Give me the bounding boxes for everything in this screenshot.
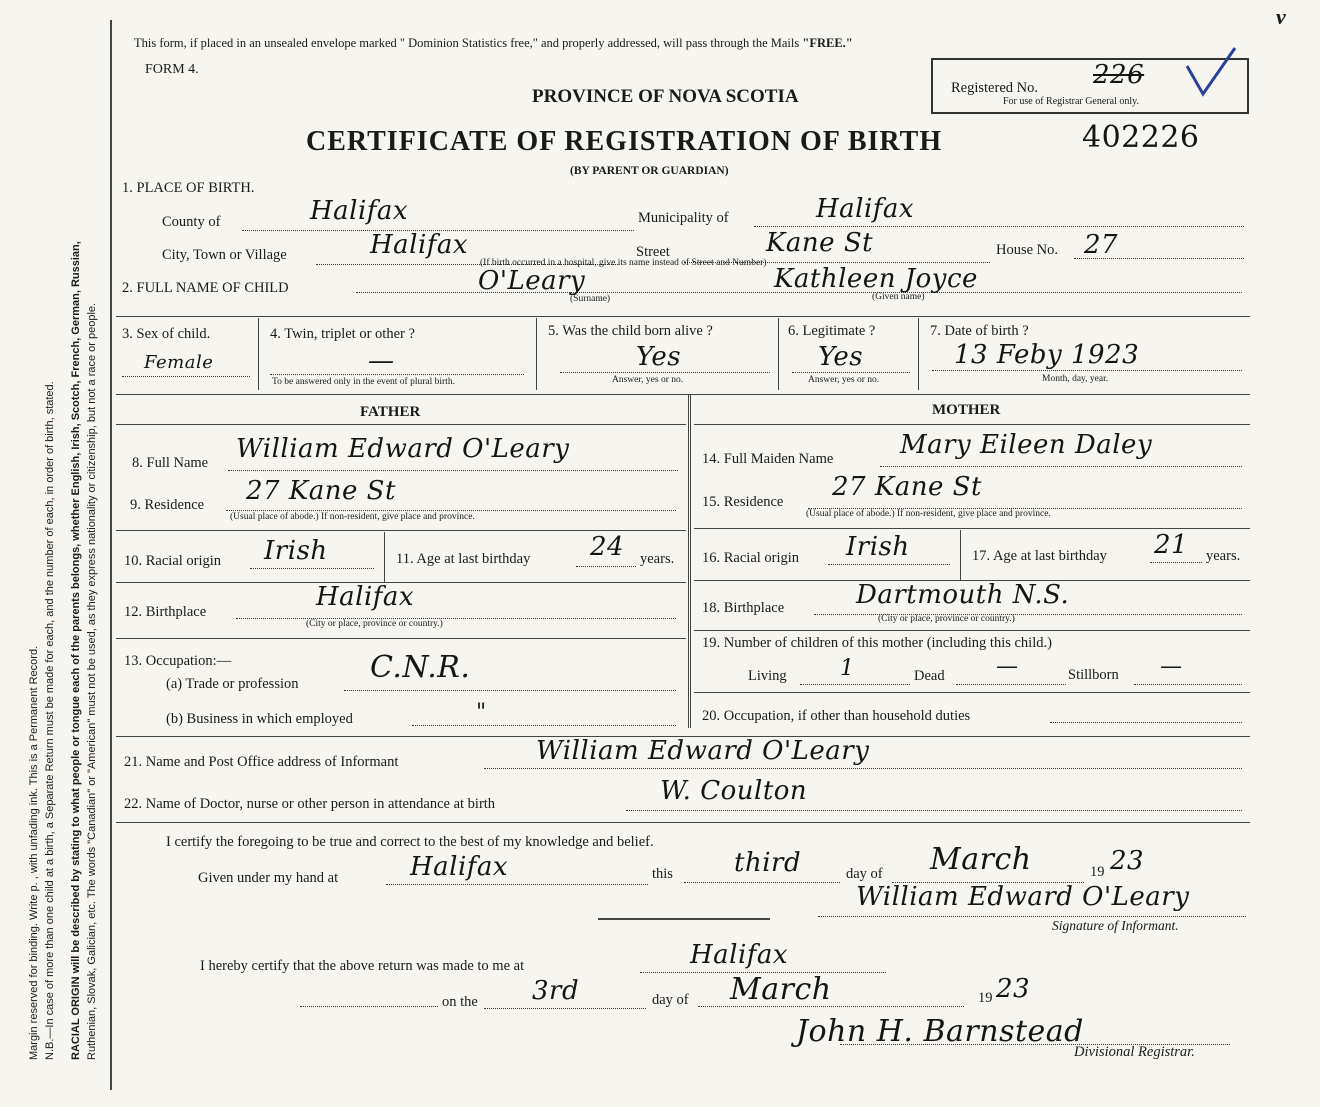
province-title: PROVINCE OF NOVA SCOTIA [532,86,799,107]
mother-residence-note: (Usual place of abode.) If non-resident, give place and province. [806,509,1051,519]
registrar-place-value[interactable]: Halifax [690,940,789,970]
mother-age-label: 17. Age at last birthday [972,548,1107,564]
father-birthplace-line [236,618,676,619]
given-caption: (Given name) [872,292,925,302]
registered-box [931,58,1249,114]
divider-4-5 [536,318,537,390]
mother-name-value[interactable]: Mary Eileen Daley [900,430,1153,460]
registered-value: 226 [1093,60,1145,90]
parents-divider [688,394,691,728]
child-given-name[interactable]: Kathleen Joyce [774,264,978,294]
surname-caption: (Surname) [570,294,611,304]
father-residence-line [226,510,676,511]
dob-line [932,370,1242,371]
certificate-number: 402226 [1082,120,1200,155]
father-age-line [576,566,636,567]
this-label: this [652,866,673,882]
street-label: Street [636,244,670,260]
alive-label: 5. Was the child born alive ? [548,323,713,339]
informant-label: 21. Name and Post Office address of Informant [124,754,399,770]
mother-race-divider [960,530,961,580]
mother-race-line [828,564,950,565]
municipality-line [754,226,1244,227]
dob-value[interactable]: 13 Feby 1923 [954,340,1140,370]
doctor-value[interactable]: W. Coulton [660,776,808,806]
child-surname[interactable]: O'Leary [478,266,586,296]
living-label: Living [748,668,787,684]
informant-value[interactable]: William Edward O'Leary [536,736,870,766]
on-the-line [484,1008,646,1009]
day-of-label-2: day of [652,992,689,1008]
street-value[interactable]: Kane St [766,228,874,258]
mother-birthplace-label: 18. Birthplace [702,600,785,616]
mother-name-label: 14. Full Maiden Name [702,451,834,467]
on-the-value[interactable]: 3rd [532,976,580,1006]
month-value[interactable]: March [930,842,1032,877]
certificate-title: CERTIFICATE OF REGISTRATION OF BIRTH [306,126,943,157]
father-residence-label: 9. Residence [130,497,205,513]
legitimate-note: Answer, yes or no. [808,375,880,385]
year-prefix: 19 [1090,864,1105,880]
mother-name-line [880,466,1242,467]
mother-row-line-1 [694,528,1250,529]
stillborn-value[interactable]: — [1160,654,1183,679]
given-under-label: Given under my hand at [198,870,339,886]
twin-value[interactable]: — [368,346,395,376]
mother-row-line-4 [694,692,1250,693]
house-value[interactable]: 27 [1084,230,1119,260]
certificate-subtitle: (BY PARENT OR GUARDIAN) [570,165,729,177]
divider-5-6 [778,318,779,390]
form-number: FORM 4. [145,62,199,77]
stillborn-line [1134,684,1242,685]
twin-label: 4. Twin, triplet or other ? [270,326,415,342]
mother-heading: MOTHER [932,402,1001,418]
mother-age-value[interactable]: 21 [1154,530,1189,560]
mother-age-line [1150,562,1202,563]
margin-note-binding: Margin reserved for binding. Write p. , with unfading ink. This is a Permanent Record. [28,645,40,1060]
margin-note-multiple-births: N.B.—In case of more than one child at a birth, a Separate Return must be made for each, and the number of each, in order of birth, stated. [44,381,56,1060]
father-name-label: 8. Full Name [132,455,209,471]
margin-divider [110,20,112,1090]
father-trade-value[interactable]: C.N.R. [370,650,471,685]
father-birthplace-value[interactable]: Halifax [316,582,415,612]
father-race-label: 10. Racial origin [124,553,222,569]
mother-race-value[interactable]: Irish [846,532,910,562]
father-business-label: (b) Business in which employed [166,711,353,727]
dob-label: 7. Date of birth ? [930,323,1029,339]
city-value[interactable]: Halifax [370,230,469,260]
father-name-value[interactable]: William Edward O'Leary [236,434,570,464]
dead-line [956,684,1066,685]
informant-bottom-line [116,822,1250,823]
given-place-line [386,884,648,885]
municipality-label: Municipality of [638,210,729,226]
mother-birthplace-note: (City or place, province or country.) [878,614,1015,624]
divider-3-4 [258,318,259,390]
father-age-label: 11. Age at last birthday [396,551,531,567]
father-race-line [250,568,374,569]
mother-heading-line [694,424,1250,425]
sex-label: 3. Sex of child. [122,326,211,342]
this-value[interactable]: third [734,848,802,878]
year2-prefix: 19 [978,990,993,1006]
mother-occupation-label: 20. Occupation, if other than household duties [702,708,971,724]
dead-value[interactable]: — [996,654,1019,679]
signature-caption: Signature of Informant. [1052,918,1179,933]
doctor-line [626,810,1242,811]
father-trade-line [344,690,676,691]
father-birthplace-note: (City or place, province or country.) [306,619,443,629]
father-row-line-3 [116,638,686,639]
twin-line [270,374,524,375]
sex-value[interactable]: Female [144,352,214,373]
corner-mark: v [1276,4,1286,29]
mother-age-unit: years. [1206,548,1241,564]
row-3-bottom-line [116,394,1250,395]
father-occupation-label: 13. Occupation:— [124,653,232,669]
on-the-lead-line [300,1006,438,1007]
certification-statement: I certify the foregoing to be true and correct to the best of my knowledge and belief. [166,834,654,850]
mother-row-line-3 [694,630,1250,631]
father-race-value[interactable]: Irish [264,536,328,566]
father-residence-value[interactable]: 27 Kane St [246,476,396,506]
mother-children-label: 19. Number of children of this mother (including this child.) [702,635,1052,651]
living-line [800,684,910,685]
given-place-value[interactable]: Halifax [410,852,509,882]
year2-value[interactable]: 23 [996,974,1031,1004]
dead-label: Dead [914,668,945,684]
day-of-label: day of [846,866,883,882]
stillborn-label: Stillborn [1068,667,1119,683]
father-row-line-1 [116,530,686,531]
house-label: House No. [996,242,1059,258]
father-age-unit: years. [640,551,675,567]
child-name-label: 2. FULL NAME OF CHILD [122,280,289,296]
mother-occupation-line [1050,722,1242,723]
mother-birthplace-value[interactable]: Dartmouth N.S. [856,580,1070,610]
informant-signature[interactable]: William Edward O'Leary [856,882,1190,912]
father-heading: FATHER [360,404,421,420]
row-3-top-line [116,316,1250,317]
year-value[interactable]: 23 [1110,846,1145,876]
city-label: City, Town or Village [162,247,287,263]
mother-residence-value[interactable]: 27 Kane St [832,472,982,502]
father-race-divider [384,532,385,582]
margin-note-racial-origin-2: Ruthenian, Slovak, Galician, etc. The words "Canadian" or "American" must not be used, as they express nationality or citizenship, but not a race or people. [86,302,98,1060]
this-line [684,882,840,883]
registered-label: Registered No. [951,80,1038,96]
divider-6-7 [918,318,919,390]
alive-line [560,372,770,373]
postal-note: This form, if placed in an unsealed envelope marked " Dominion Statistics free," and properly addressed, will pass through the Mails "FREE." [134,36,853,50]
father-birthplace-label: 12. Birthplace [124,604,207,620]
registrar-statement: I hereby certify that the above return was made to me at [200,958,525,974]
registrar-only-note: For use of Registrar General only. [1003,96,1139,107]
check-mark-icon [1183,46,1243,106]
county-value[interactable]: Halifax [310,196,409,226]
father-residence-note: (Usual place of abode.) If non-resident, give place and province. [230,512,475,522]
margin-note-racial-origin: RACIAL ORIGIN will be described by stating to what people or tongue each of the parents belongs, whether English, Irish, Scotch, French, German, Russian, [70,241,82,1060]
on-the-label: on the [442,994,478,1010]
alive-value[interactable]: Yes [636,342,682,372]
father-heading-line [116,424,686,425]
father-business-value[interactable]: " [476,700,487,725]
living-value[interactable]: 1 [840,656,855,681]
month2-value[interactable]: March [730,972,832,1007]
dob-note: Month, day, year. [1042,374,1109,384]
father-name-line [228,470,678,471]
mother-residence-label: 15. Residence [702,494,784,510]
legitimate-label: 6. Legitimate ? [788,323,876,339]
informant-line [484,768,1242,769]
county-label: County of [162,214,221,230]
signature-line [818,916,1246,917]
hospital-note: (If birth occurred in a hospital, give its name instead of Street and Number) [480,258,767,268]
twin-note: To be answered only in the event of plural birth. [272,377,455,387]
place-of-birth-heading: 1. PLACE OF BIRTH. [122,180,255,196]
father-business-line [412,725,676,726]
signature-blank-line [598,918,770,920]
father-trade-label: (a) Trade or profession [166,676,299,692]
sex-line [122,376,250,377]
mother-race-label: 16. Racial origin [702,550,800,566]
alive-note: Answer, yes or no. [612,375,684,385]
legitimate-value[interactable]: Yes [818,342,864,372]
registrar-caption: Divisional Registrar. [1074,1044,1195,1060]
father-age-value[interactable]: 24 [590,532,625,562]
municipality-value[interactable]: Halifax [816,194,915,224]
legitimate-line [792,372,910,373]
doctor-label: 22. Name of Doctor, nurse or other person in attendance at birth [124,796,496,812]
registrar-signature[interactable]: John H. Barnstead [796,1014,1084,1049]
